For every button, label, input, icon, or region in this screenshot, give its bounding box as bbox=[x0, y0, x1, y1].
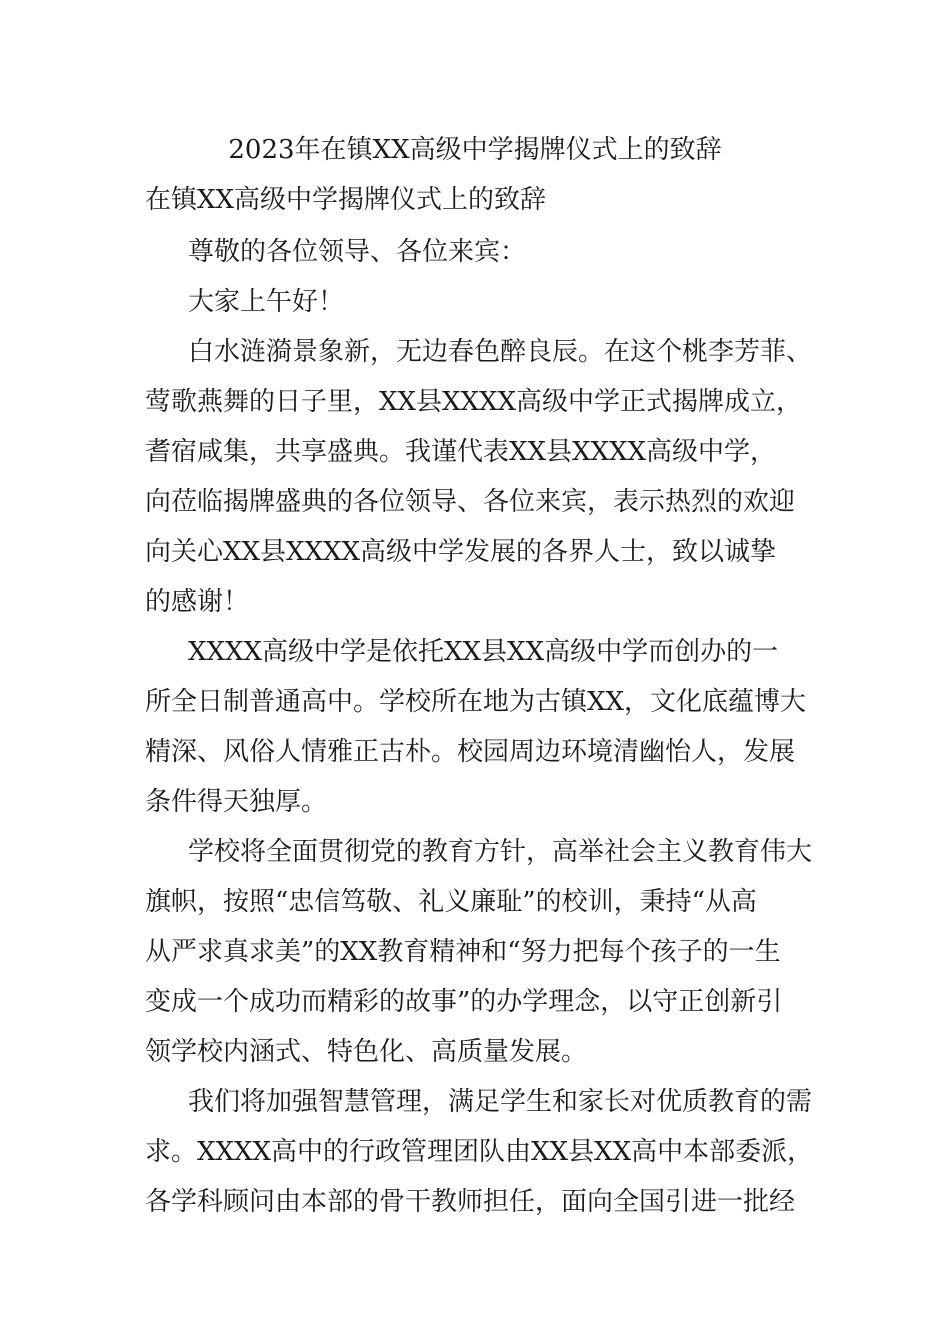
paragraph-line: 所全日制普通高中。学校所在地为古镇XX，文化底蕴博大 bbox=[145, 687, 807, 717]
salutation: 尊敬的各位领导、各位来宾： bbox=[188, 237, 527, 267]
paragraph-line: 我们将加强智慧管理，满足学生和家长对优质教育的需 bbox=[188, 1087, 813, 1117]
paragraph-line: 旗帜，按照“忠信笃敬、礼义廉耻”的校训，秉持“从高 bbox=[145, 887, 757, 917]
paragraph-line: 各学科顾问由本部的骨干教师担任，面向全国引进一批经 bbox=[145, 1187, 796, 1217]
document-subtitle: 在镇XX高级中学揭牌仪式上的致辞 bbox=[145, 185, 547, 215]
paragraph-line: 变成一个成功而精彩的故事”的办学理念，以守正创新引 bbox=[145, 987, 783, 1017]
paragraph-line: 的感谢！ bbox=[145, 587, 250, 617]
paragraph-line: XXXX高级中学是依托XX县XX高级中学而创办的一 bbox=[188, 637, 779, 667]
paragraph-line: 从严求真求美”的XX教育精神和“努力把每个孩子的一生 bbox=[145, 937, 781, 967]
paragraph-line: 条件得天独厚。 bbox=[145, 787, 328, 817]
paragraph-line: 白水涟漪景象新，无边春色醉良辰。在这个桃李芳菲、 bbox=[188, 337, 813, 367]
document-title: 2023年在镇XX高级中学揭牌仪式上的致辞 bbox=[228, 135, 722, 165]
paragraph-line: 向莅临揭牌盛典的各位领导、各位来宾，表示热烈的欢迎 bbox=[145, 487, 796, 517]
paragraph-line: 精深、风俗人情雅正古朴。校园周边环境清幽怡人，发展 bbox=[145, 737, 796, 767]
greeting: 大家上午好！ bbox=[188, 287, 345, 317]
paragraph-line: 求。XXXX高中的行政管理团队由XX县XX高中本部委派， bbox=[145, 1137, 814, 1167]
paragraph-line: 耆宿咸集，共享盛典。我谨代表XX县XXXX高级中学， bbox=[145, 437, 777, 467]
paragraph-line: 向关心XX县XXXX高级中学发展的各界人士，致以诚挚 bbox=[145, 537, 777, 567]
paragraph-line: 领学校内涵式、特色化、高质量发展。 bbox=[145, 1037, 588, 1067]
paragraph-line: 学校将全面贯彻党的教育方针，高举社会主义教育伟大 bbox=[188, 837, 813, 867]
paragraph-line: 莺歌燕舞的日子里，XX县XXXX高级中学正式揭牌成立， bbox=[145, 387, 803, 417]
